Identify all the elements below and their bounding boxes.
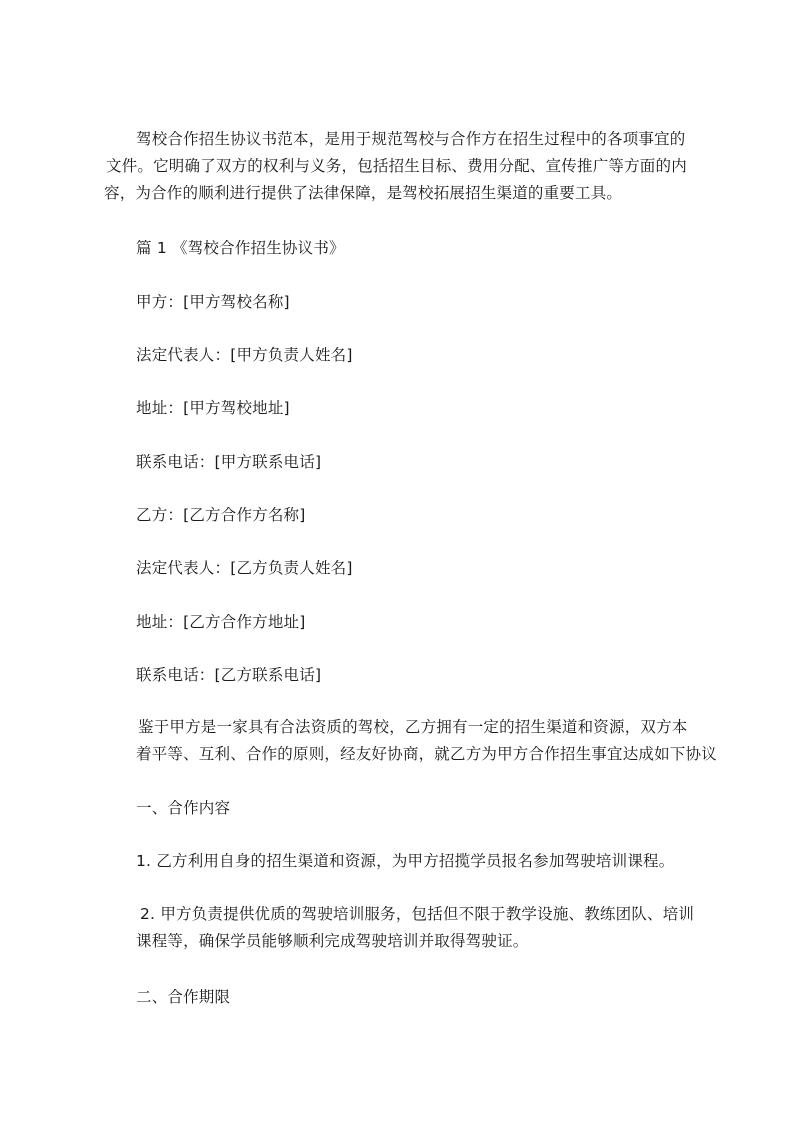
- intro-line-2: 文件。它明确了双方的权利与义务，包括招生目标、费用分配、宣传推广等方面的内: [106, 157, 687, 175]
- party-a-phone: 联系电话：[甲方联系电话]: [136, 453, 322, 471]
- section-1-item-1: 1. 乙方利用自身的招生渠道和资源，为甲方招揽学员报名参加驾驶培训课程。: [136, 852, 675, 870]
- chapter-title: 篇 1 《驾校合作招生协议书》: [136, 239, 345, 257]
- party-a-representative: 法定代表人：[甲方负责人姓名]: [136, 346, 353, 364]
- party-b-name: 乙方：[乙方合作方名称]: [136, 506, 306, 524]
- intro-paragraph: [104, 126, 687, 207]
- party-b-representative: 法定代表人：[乙方负责人姓名]: [136, 559, 353, 577]
- party-a-address: 地址：[甲方驾校地址]: [136, 399, 290, 417]
- preamble-paragraph: [136, 714, 717, 768]
- section-1-heading: 一、合作内容: [136, 799, 231, 817]
- preamble-line-2: 着平等、互利、合作的原则，经友好协商，就乙方为甲方合作招生事宜达成如下协议: [136, 745, 717, 763]
- section-1-item-2-line-2: 课程等，确保学员能够顺利完成驾驶培训并取得驾驶证。: [136, 932, 529, 950]
- party-b-phone: 联系电话：[乙方联系电话]: [136, 666, 322, 684]
- intro-line-3: 容，为合作的顺利进行提供了法律保障，是驾校拓展招生渠道的重要工具。: [104, 184, 623, 202]
- section-1-item-2-line-1: 2. 甲方负责提供优质的驾驶培训服务，包括但不限于教学设施、教练团队、培训: [140, 905, 695, 923]
- party-b-address: 地址：[乙方合作方地址]: [136, 613, 306, 631]
- preamble-line-1: 鉴于甲方是一家具有合法资质的驾校，乙方拥有一定的招生渠道和资源，双方本: [138, 718, 688, 736]
- intro-line-1: 驾校合作招生协议书范本，是用于规范驾校与合作方在招生过程中的各项事宜的: [136, 130, 686, 148]
- section-1-item-2: [136, 901, 694, 955]
- party-a-name: 甲方：[甲方驾校名称]: [136, 293, 290, 311]
- section-2-heading: 二、合作期限: [136, 988, 231, 1006]
